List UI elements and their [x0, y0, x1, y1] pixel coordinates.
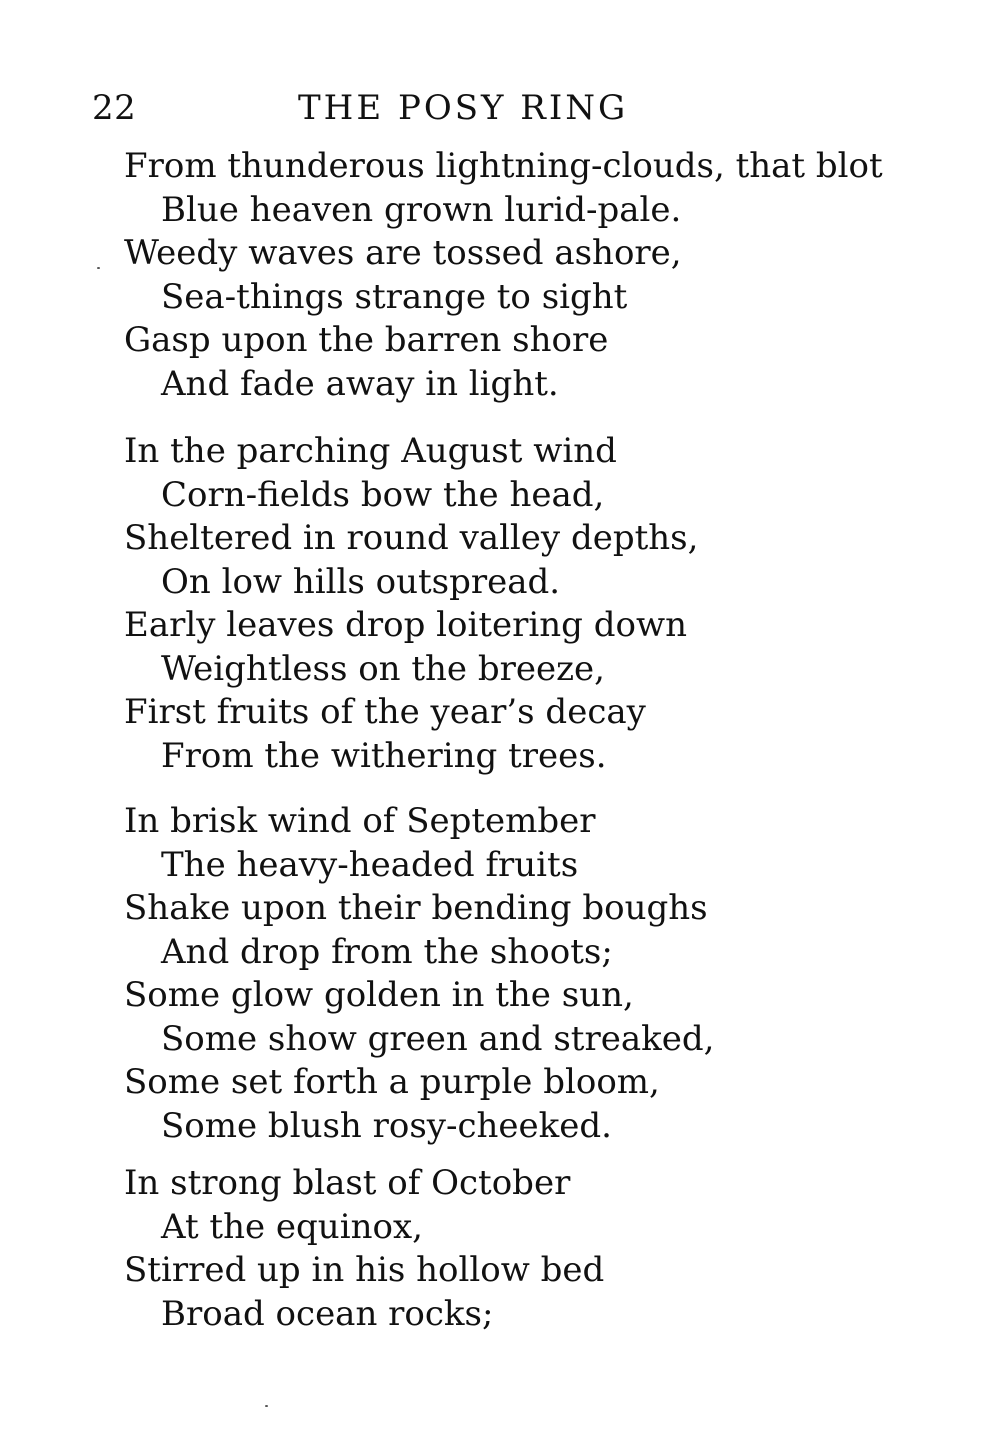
poem-line: Weedy waves are tossed ashore, [124, 233, 682, 273]
stanza [124, 800, 714, 1148]
poem-line: In strong blast of October [124, 1163, 571, 1203]
poem-line: Sea-things strange to sight [161, 276, 628, 317]
scan-speck [97, 267, 100, 269]
poem-line: Some show green and streaked, [161, 1018, 715, 1059]
poem-line: Early leaves drop loitering down [124, 605, 687, 645]
poem-line: Some blush rosy-cheeked. [161, 1105, 612, 1146]
poem-line: At the equinox, [161, 1206, 423, 1247]
poem-line: Sheltered in round valley depths, [124, 518, 699, 558]
poem-line: In the parching August wind [124, 431, 617, 471]
poem-line: From thunderous lightning-clouds, that blot [124, 146, 883, 186]
poem-line: In brisk wind of September [124, 801, 596, 841]
poem-line: Some glow golden in the sun, [124, 975, 634, 1015]
poem-line: Corn-fields bow the head, [161, 474, 605, 515]
poem-line: Stirred up in his hollow bed [124, 1250, 605, 1290]
stanza [124, 1162, 604, 1336]
poem-line: On low hills outspread. [161, 561, 561, 602]
poem-line: And drop from the shoots; [161, 931, 613, 972]
stanza [124, 145, 883, 406]
poem-line: Broad ocean rocks; [161, 1293, 494, 1334]
poem-line: First fruits of the year’s decay [124, 692, 646, 732]
scan-speck [265, 1405, 268, 1407]
poem-line: Gasp upon the barren shore [124, 320, 609, 360]
poem-line: From the withering trees. [161, 735, 607, 776]
poem-line: Weightless on the breeze, [161, 648, 605, 689]
poem-line: Blue heaven grown lurid-pale. [161, 189, 682, 230]
running-head: THE POSY RING [298, 88, 629, 128]
poem-line: The heavy-headed fruits [161, 844, 579, 885]
stanza [124, 430, 698, 778]
poem-line: Some set forth a purple bloom, [124, 1062, 660, 1102]
page-number: 22 [92, 88, 137, 128]
poem-line: Shake upon their bending boughs [124, 888, 708, 928]
poem-line: And fade away in light. [161, 363, 559, 404]
